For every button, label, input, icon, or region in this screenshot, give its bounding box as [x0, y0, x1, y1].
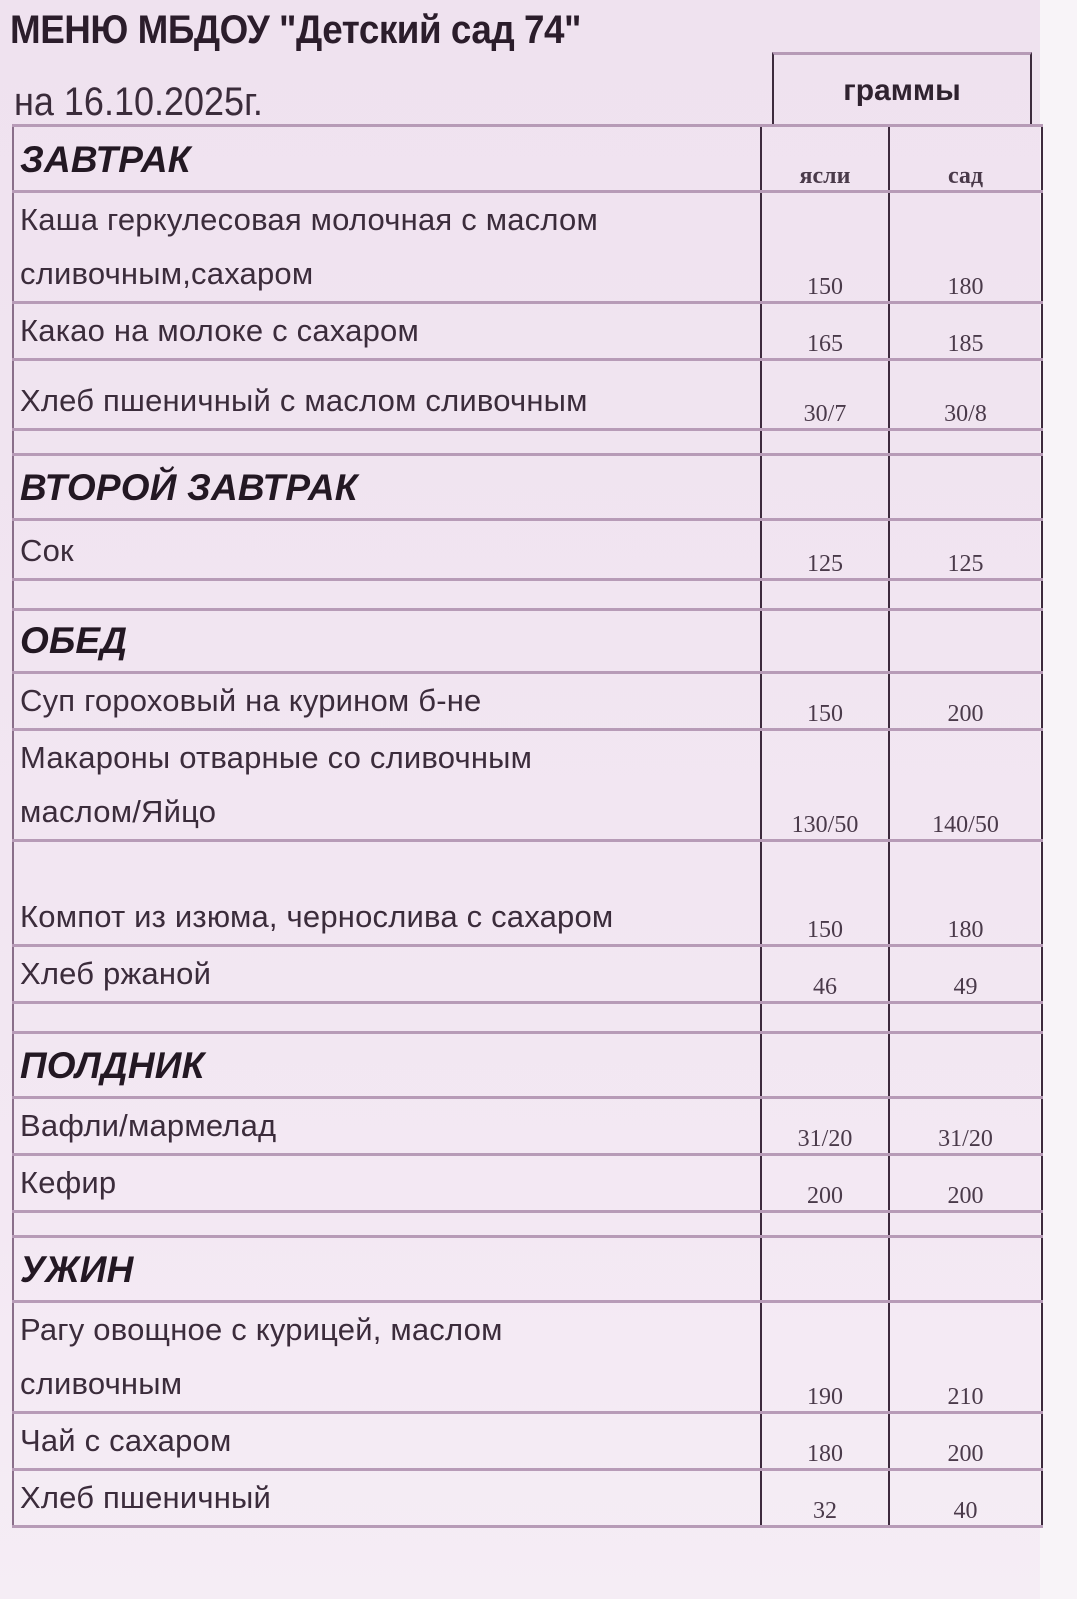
spacer-row — [13, 430, 1042, 455]
table-row — [13, 730, 1042, 841]
nursery-grams: 130/50 — [761, 730, 889, 841]
section-title: ПОЛДНИК — [13, 1033, 761, 1098]
dish-name — [13, 192, 761, 303]
garden-grams: 200 — [889, 1155, 1042, 1212]
table-row — [13, 841, 1042, 946]
dish-name: Хлеб пшеничный — [13, 1470, 761, 1527]
garden-grams: 210 — [889, 1302, 1042, 1413]
nursery-grams: 32 — [761, 1470, 889, 1527]
table-row — [13, 1470, 1042, 1527]
table-row — [13, 360, 1042, 430]
nursery-grams: 46 — [761, 946, 889, 1003]
section-row-afternoon-snack — [13, 1033, 1042, 1098]
garden-grams: 180 — [889, 841, 1042, 946]
column-header-garden: сад — [889, 126, 1042, 192]
garden-grams: 31/20 — [889, 1098, 1042, 1155]
dish-name: Чай с сахаром — [13, 1413, 761, 1470]
nursery-grams: 180 — [761, 1413, 889, 1470]
section-row-dinner — [13, 1237, 1042, 1302]
nursery-grams: 31/20 — [761, 1098, 889, 1155]
spacer-row — [13, 580, 1042, 610]
garden-grams: 185 — [889, 303, 1042, 360]
dish-name-line: маслом/Яйцо — [20, 794, 217, 829]
background-edge — [1040, 0, 1077, 1599]
dish-name-line: Макароны отварные со сливочным — [20, 740, 533, 775]
table-row — [13, 1413, 1042, 1470]
dish-name-line: сливочным,сахаром — [20, 256, 314, 291]
dish-name: Кефир — [13, 1155, 761, 1212]
table-row — [13, 192, 1042, 303]
table-row — [13, 673, 1042, 730]
garden-grams: 30/8 — [889, 360, 1042, 430]
table-row — [13, 520, 1042, 580]
garden-grams: 180 — [889, 192, 1042, 303]
menu-table — [12, 124, 1043, 1528]
table-row — [13, 1098, 1042, 1155]
dish-name: Хлеб пшеничный с маслом сливочным — [13, 360, 761, 430]
dish-name: Какао на молоке с сахаром — [13, 303, 761, 360]
table-row — [13, 1302, 1042, 1413]
spacer-row — [13, 1212, 1042, 1237]
dish-name — [13, 1302, 761, 1413]
dish-name: Компот из изюма, чернослива с сахаром — [13, 841, 761, 946]
table-row — [13, 946, 1042, 1003]
garden-grams: 140/50 — [889, 730, 1042, 841]
dish-name — [13, 730, 761, 841]
garden-grams: 40 — [889, 1470, 1042, 1527]
dish-name: Хлеб ржаной — [13, 946, 761, 1003]
column-header-nursery: ясли — [761, 126, 889, 192]
section-title: ВТОРОЙ ЗАВТРАК — [13, 455, 761, 520]
spacer-row — [13, 1003, 1042, 1033]
dish-name: Суп гороховый на курином б-не — [13, 673, 761, 730]
nursery-grams: 165 — [761, 303, 889, 360]
garden-grams: 200 — [889, 673, 1042, 730]
dish-name-line: Каша геркулесовая молочная с маслом — [20, 202, 598, 237]
garden-grams: 200 — [889, 1413, 1042, 1470]
dish-name: Вафли/мармелад — [13, 1098, 761, 1155]
nursery-grams: 125 — [761, 520, 889, 580]
units-header — [772, 52, 1032, 127]
section-title: ЗАВТРАК — [13, 126, 761, 192]
section-row-lunch — [13, 610, 1042, 673]
dish-name-line: сливочным — [20, 1366, 183, 1401]
page-title: МЕНЮ МБДОУ "Детский сад 74" — [10, 8, 582, 52]
menu-date: на 16.10.2025г. — [14, 80, 263, 124]
nursery-grams: 150 — [761, 673, 889, 730]
nursery-grams: 150 — [761, 192, 889, 303]
nursery-grams: 200 — [761, 1155, 889, 1212]
units-header-label: граммы — [843, 74, 961, 107]
garden-grams: 125 — [889, 520, 1042, 580]
section-row-breakfast — [13, 126, 1042, 192]
garden-grams: 49 — [889, 946, 1042, 1003]
dish-name: Сок — [13, 520, 761, 580]
nursery-grams: 30/7 — [761, 360, 889, 430]
nursery-grams: 150 — [761, 841, 889, 946]
table-row — [13, 1155, 1042, 1212]
section-title: ОБЕД — [13, 610, 761, 673]
section-title: УЖИН — [13, 1237, 761, 1302]
table-row — [13, 303, 1042, 360]
section-row-second-breakfast — [13, 455, 1042, 520]
nursery-grams: 190 — [761, 1302, 889, 1413]
dish-name-line: Рагу овощное с курицей, маслом — [20, 1312, 503, 1347]
